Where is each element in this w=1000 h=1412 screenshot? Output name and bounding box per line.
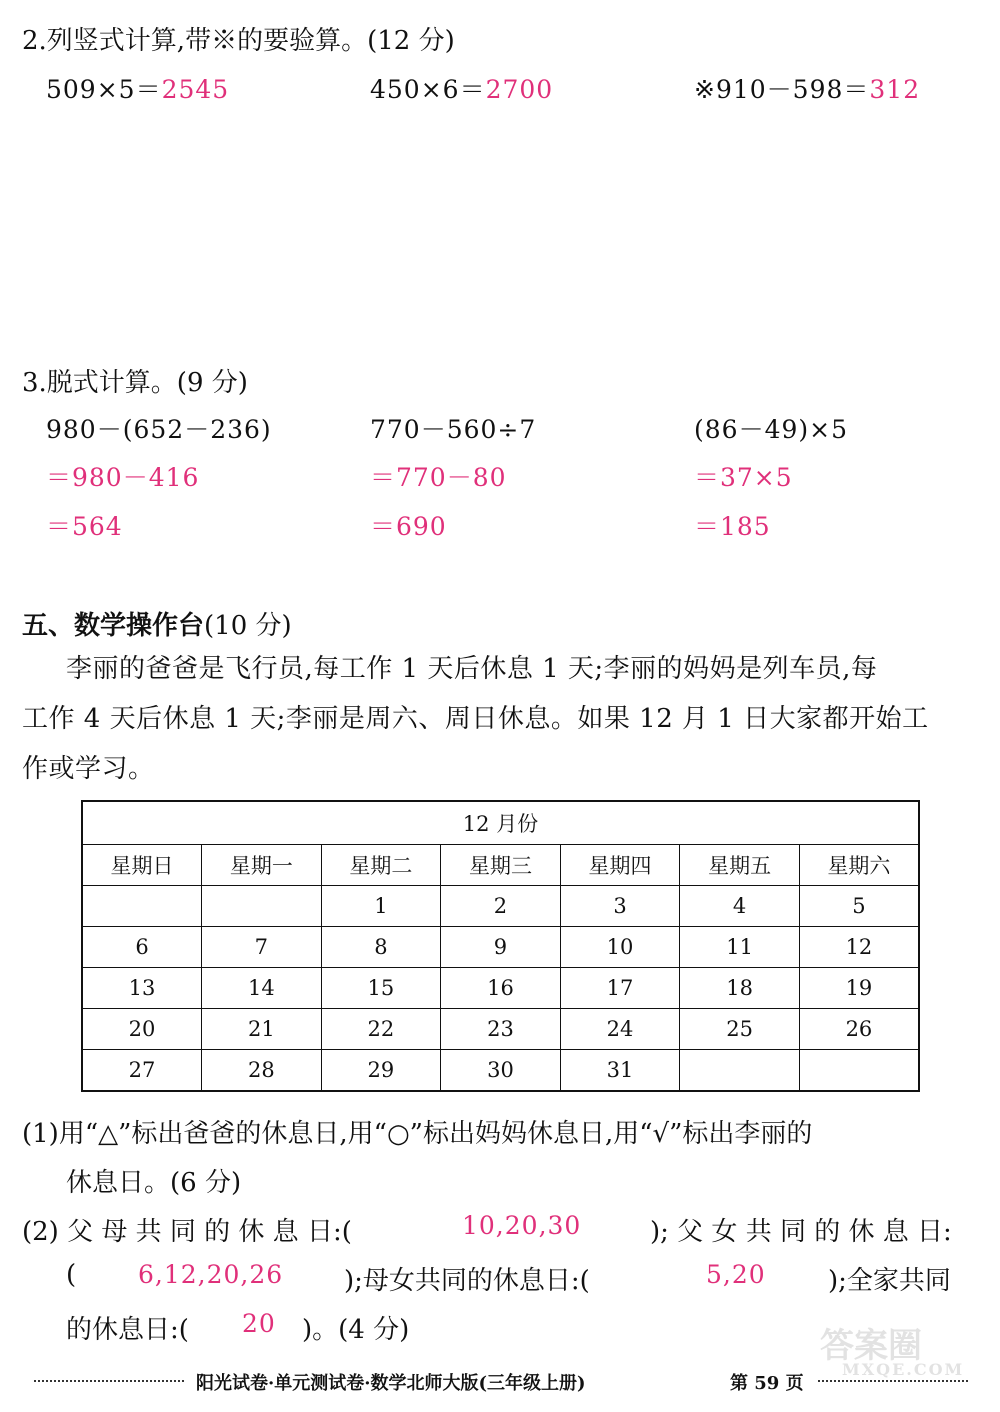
calendar-day: 7 (202, 927, 322, 968)
q2-answer: 312 (869, 75, 921, 104)
calendar-day: 18 (680, 968, 800, 1009)
calendar-table (81, 800, 920, 1092)
calendar-day (202, 886, 322, 927)
calendar-week-row (82, 968, 919, 1009)
q3-step1-2: ＝770－80 (370, 463, 507, 492)
weekday-header: 星期五 (680, 845, 800, 886)
q3-expr-1: 980－(652－236) (46, 415, 272, 444)
calendar-day: 27 (82, 1050, 202, 1092)
footer-dotted-line-right (818, 1380, 968, 1382)
calendar-day: 20 (82, 1009, 202, 1050)
watermark-url: MXQE.COM (842, 1360, 965, 1379)
weekday-header: 星期日 (82, 845, 202, 886)
calendar-day: 4 (680, 886, 800, 927)
footer-dotted-line-left (34, 1380, 184, 1382)
footer-page-number: 第 59 页 (730, 1373, 804, 1394)
sub2-answer-father-daughter: 6,12,20,26 (138, 1260, 284, 1289)
q2-answer: 2545 (161, 75, 230, 104)
section5-heading: 五、数学操作台 (22, 611, 205, 641)
calendar-week-row (82, 1009, 919, 1050)
calendar-day: 14 (202, 968, 322, 1009)
calendar-day: 1 (321, 886, 441, 927)
calendar-week-row (82, 886, 919, 927)
calendar-day: 23 (441, 1009, 561, 1050)
calendar-day: 3 (560, 886, 680, 927)
sub2-label-parents: (2) 父 母 共 同 的 休 息 日:( (22, 1217, 352, 1247)
calendar-day (680, 1050, 800, 1092)
weekday-header: 星期一 (202, 845, 322, 886)
sub1-line1: (1)用“△”标出爸爸的休息日,用“○”标出妈妈休息日,用“√”标出李丽的 (22, 1119, 813, 1149)
q3-expr-2: 770－560÷7 (370, 415, 537, 444)
sub2-answer-mother-daughter: 5,20 (706, 1260, 766, 1289)
sub2-label-family2: 的休息日:( (66, 1315, 189, 1345)
q3-step2-2: ＝690 (370, 512, 447, 541)
calendar-day: 12 (799, 927, 919, 968)
calendar-day: 19 (799, 968, 919, 1009)
calendar-day: 10 (560, 927, 680, 968)
sub2-answer-family: 20 (242, 1309, 276, 1338)
q3-title: 3.脱式计算。(9 分) (22, 368, 248, 398)
watermark-logo: 答案圈 (820, 1326, 922, 1366)
q2-item-2 (370, 70, 553, 106)
weekday-header: 星期三 (441, 845, 561, 886)
calendar-day: 5 (799, 886, 919, 927)
q2-answer: 2700 (485, 75, 554, 104)
section5-para-line2: 工作 4 天后休息 1 天;李丽是周六、周日休息。如果 12 月 1 日大家都开始工 (22, 704, 929, 734)
section5-header (22, 605, 292, 642)
sub2-label-family: );全家共同 (828, 1266, 951, 1296)
calendar-month: 12 月份 (82, 801, 919, 845)
q3-expr-3: (86－49)×5 (694, 415, 848, 444)
calendar-day: 28 (202, 1050, 322, 1092)
q3-step1-3: ＝37×5 (694, 463, 793, 492)
q2-title: 2.列竖式计算,带※的要验算。(12 分) (22, 26, 455, 56)
calendar-day: 29 (321, 1050, 441, 1092)
section5-para-line3: 作或学习。 (22, 754, 155, 784)
calendar-day: 25 (680, 1009, 800, 1050)
calendar-day: 2 (441, 886, 561, 927)
calendar-day: 15 (321, 968, 441, 1009)
calendar-day: 26 (799, 1009, 919, 1050)
calendar-day (82, 886, 202, 927)
calendar-day: 16 (441, 968, 561, 1009)
q2-expr: 450×6＝ (370, 75, 486, 104)
section5-score: (10 分) (204, 611, 292, 641)
sub2-answer-parents: 10,20,30 (462, 1211, 582, 1240)
q2-expr: 509×5＝ (46, 75, 162, 104)
calendar-day: 11 (680, 927, 800, 968)
sub2-label-father-daughter: ); 父 女 共 同 的 休 息 日: (650, 1217, 952, 1247)
calendar-day: 8 (321, 927, 441, 968)
calendar-day: 6 (82, 927, 202, 968)
weekday-header: 星期二 (321, 845, 441, 886)
sub1-line2: 休息日。(6 分) (66, 1168, 242, 1198)
section5-para-line1: 李丽的爸爸是飞行员,每工作 1 天后休息 1 天;李丽的妈妈是列车员,每 (66, 654, 878, 684)
calendar-week-row (82, 1050, 919, 1092)
q2-item-1 (46, 70, 229, 106)
calendar-day: 30 (441, 1050, 561, 1092)
calendar-weekday-row (82, 845, 919, 886)
calendar-month-row (82, 801, 919, 845)
calendar-day: 22 (321, 1009, 441, 1050)
calendar-day: 9 (441, 927, 561, 968)
calendar-day: 17 (560, 968, 680, 1009)
sub2-close: )。(4 分) (302, 1315, 410, 1345)
sub2-open-paren: ( (66, 1260, 77, 1290)
q3-step1-1: ＝980－416 (46, 463, 200, 492)
sub2-label-mother-daughter: );母女共同的休息日:( (344, 1266, 590, 1296)
calendar-day: 21 (202, 1009, 322, 1050)
weekday-header: 星期六 (799, 845, 919, 886)
calendar-day (799, 1050, 919, 1092)
q2-item-3 (694, 70, 920, 106)
footer-text: 阳光试卷·单元测试卷·数学北师大版(三年级上册) (196, 1373, 586, 1394)
calendar-day: 24 (560, 1009, 680, 1050)
calendar-day: 31 (560, 1050, 680, 1092)
calendar-day: 13 (82, 968, 202, 1009)
weekday-header: 星期四 (560, 845, 680, 886)
q2-expr: ※910－598＝ (694, 75, 870, 104)
calendar-week-row (82, 927, 919, 968)
q3-step2-1: ＝564 (46, 512, 123, 541)
q3-step2-3: ＝185 (694, 512, 771, 541)
